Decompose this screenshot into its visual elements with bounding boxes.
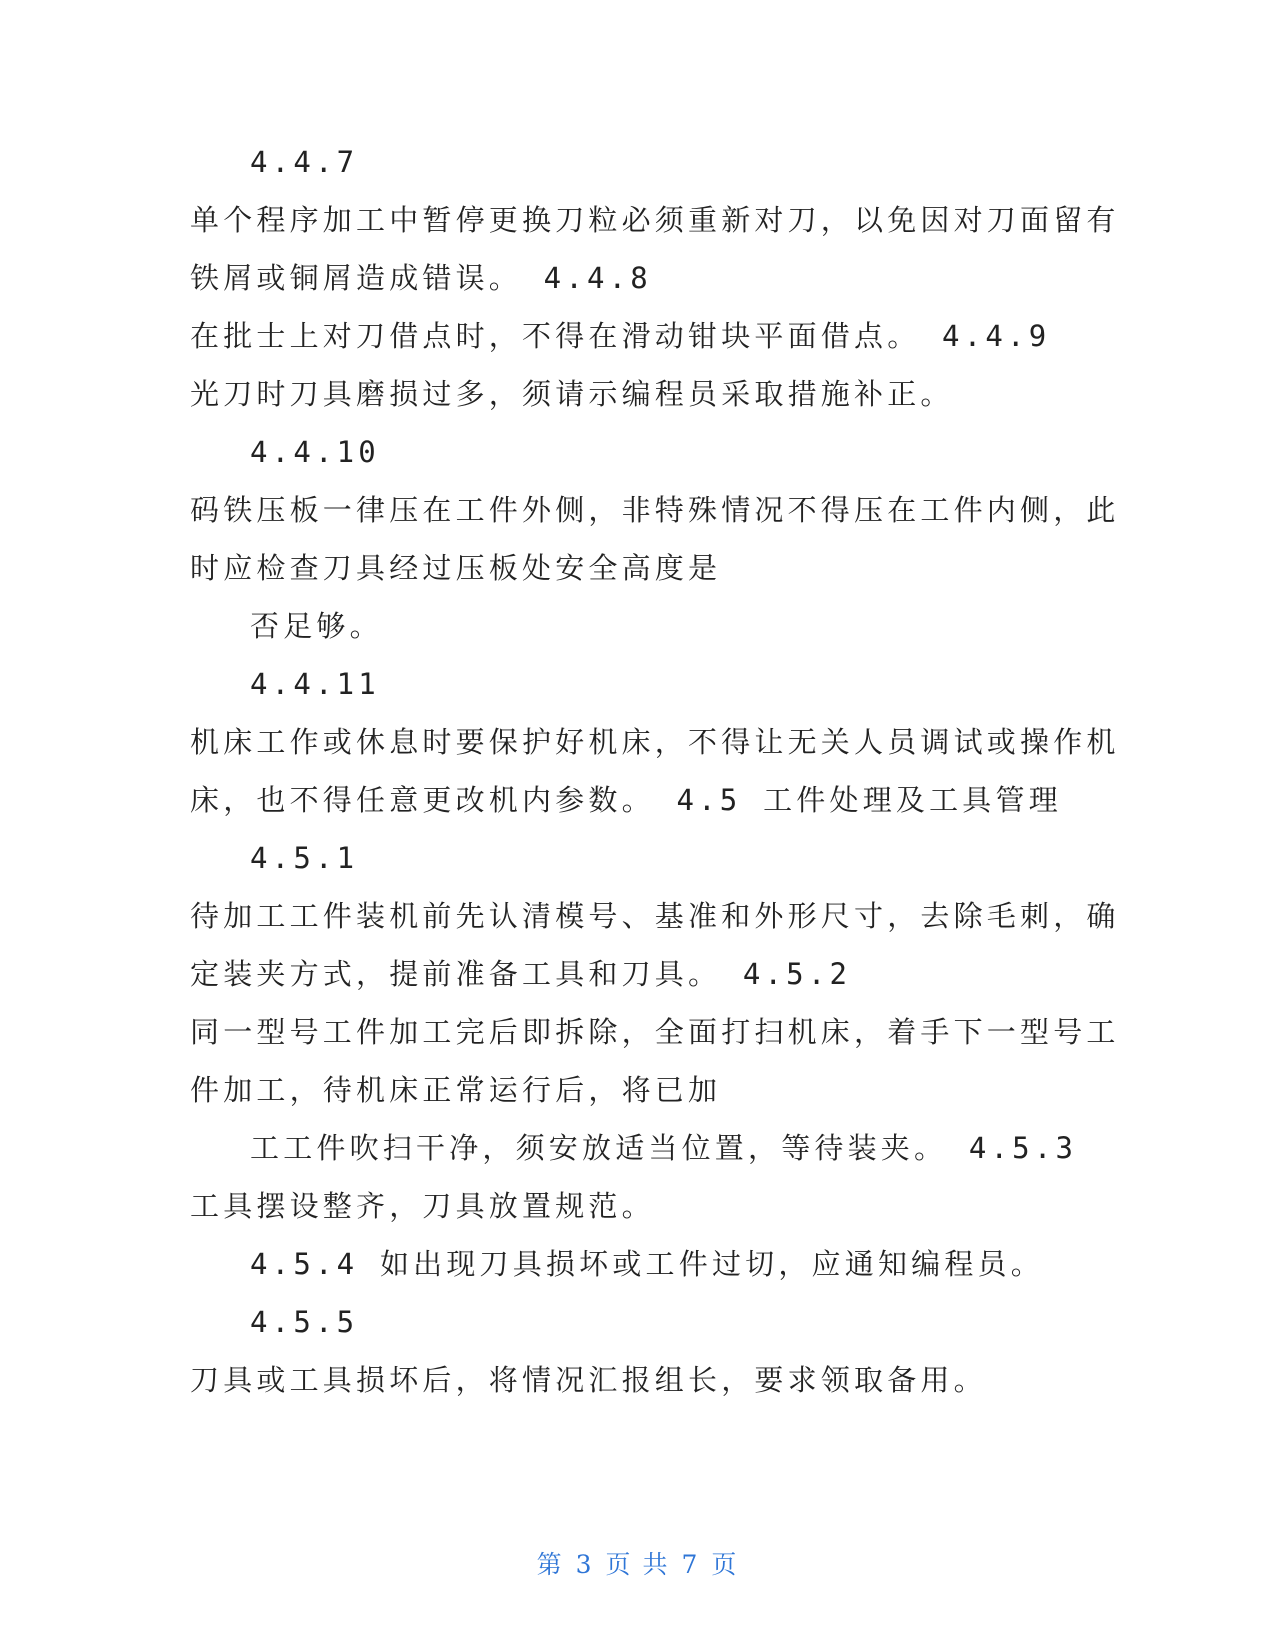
paragraph-line: 铁屑或铜屑造成错误。 4.4.8 xyxy=(190,261,652,295)
paragraph-line: 刀具或工具损坏后，将情况汇报组长，要求领取备用。 xyxy=(190,1363,987,1397)
paragraph-line: 床，也不得任意更改机内参数。 4.5 工件处理及工具管理 xyxy=(190,783,1062,817)
page-footer xyxy=(0,1545,1275,1581)
paragraph-line: 工具摆设整齐，刀具放置规范。 xyxy=(190,1189,655,1223)
paragraph-line: 机床工作或休息时要保护好机床，不得让无关人员调试或操作机 xyxy=(190,725,1120,759)
page-label-prefix: 第 xyxy=(536,1550,564,1579)
current-page-number: 3 xyxy=(575,1550,594,1579)
paragraph-line: 在批士上对刀借点时，不得在滑动钳块平面借点。 4.4.9 xyxy=(190,319,1051,353)
paragraph-line: 时应检查刀具经过压板处安全高度是 xyxy=(190,551,722,585)
paragraph-line: 光刀时刀具磨损过多，须请示编程员采取措施补正。 xyxy=(190,377,954,411)
paragraph-line: 待加工工件装机前先认清模号、基准和外形尺寸，去除毛刺，确 xyxy=(190,899,1120,933)
page-label-mid: 页 共 xyxy=(605,1550,670,1579)
section-number: 4.5.5 xyxy=(250,1305,359,1339)
paragraph-line: 码铁压板一律压在工件外侧，非特殊情况不得压在工件内侧，此 xyxy=(190,493,1120,527)
paragraph-line: 4.5.4 如出现刀具损坏或工件过切，应通知编程员。 xyxy=(250,1247,1044,1281)
paragraph-line: 否足够。 xyxy=(250,609,383,643)
paragraph-line: 单个程序加工中暂停更换刀粒必须重新对刀，以免因对刀面留有 xyxy=(190,203,1120,237)
page-label-suffix: 页 xyxy=(711,1550,739,1579)
section-number: 4.5.1 xyxy=(250,841,359,875)
section-number: 4.4.11 xyxy=(250,667,380,701)
paragraph-line: 定装夹方式，提前准备工具和刀具。 4.5.2 xyxy=(190,957,852,991)
section-number: 4.4.10 xyxy=(250,435,380,469)
section-number: 4.4.7 xyxy=(250,145,359,179)
paragraph-line: 同一型号工件加工完后即拆除，全面打扫机床，着手下一型号工 xyxy=(190,1015,1120,1049)
paragraph-line: 工工件吹扫干净，须安放适当位置，等待装夹。 4.5.3 xyxy=(250,1131,1078,1165)
paragraph-line: 件加工，待机床正常运行后，将已加 xyxy=(190,1073,722,1107)
total-pages-number: 7 xyxy=(681,1550,700,1579)
